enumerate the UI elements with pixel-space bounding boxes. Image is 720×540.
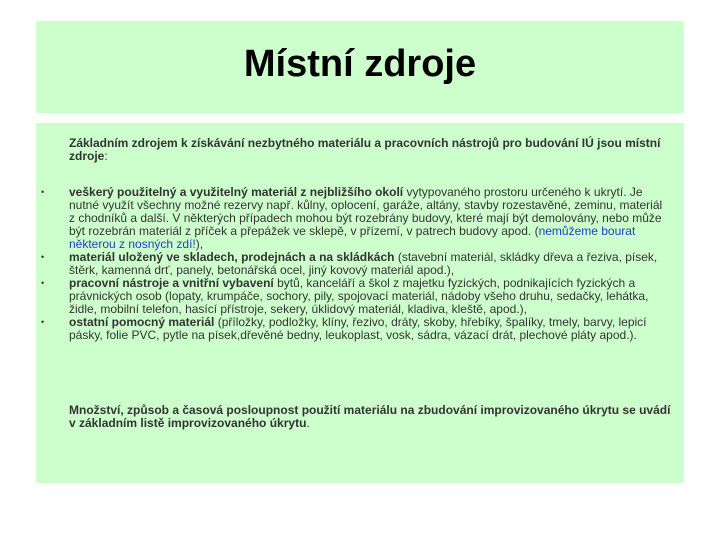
bullet-body-text: vytypovaného prostoru určeného k ukrytí. Je nutné využít všechny možné rezervy např. kůlny, oplocení, garáže, altány, stavby rozestavěné, zeminu, materiál z chodníků a další. V některých případech mohou být rozebrány budovy, které mají být demolovány, nebo může být rozebrán materiál z příček a přepážek ve sklepě, v přízemí, v patrech budovy apod. (	[69, 185, 663, 238]
bullet-body-text: (stavební materiál, skládky dřeva a řeziva, písek, štěrk, kamenná drť, panely, betonářská ocel, jiný kovový materiál apod.),	[69, 250, 658, 277]
title-panel	[36, 21, 684, 113]
bullet-item-stored-material	[36, 251, 671, 277]
bullet-marker: •	[41, 187, 45, 197]
intro-tail-text: :	[104, 149, 108, 163]
bullet-body-text: (příložky, podložky, klíny, řezivo, dráty, skoby, hřebíky, špalíky, tmely, barvy, lepicí pásky, folie PVC, pytle na písek,dřevěné bedny, leukoplast, vosk, sádra, vázací drát, plechové pláty apod.).	[69, 315, 647, 342]
bullet-bold-text: materiál uložený ve skladech, prodejnách a na skládkách	[69, 250, 395, 264]
slide-title: Místní zdroje	[243, 42, 477, 85]
bullet-marker: •	[41, 278, 45, 288]
warning-note-link: nemůžeme bourat některou z nosných zdí!	[69, 224, 636, 251]
bullet-list	[36, 186, 684, 342]
bullet-end-text: ),	[195, 237, 204, 251]
bullet-bold-text: pracovní nástroje a vnitřní vybavení	[69, 276, 274, 290]
bullet-body-text: bytů, kanceláří a škol z majetku fyzických, podnikajících fyzických a právnických osob (lopaty, krumpáče, sochory, pily, spojovací materiál, nádoby všeho druhu, sedačky, lehátka, židle, mobilní telefon, hasící přístroje, sekery, úklidový materiál, kladiva, kleště, apod.),	[69, 276, 649, 316]
outro-bold-text: Množství, způsob a časová posloupnost použití materiálu na zbudování improvizovaného úkrytu se uvádí v základním listě improvizovaného úkrytu	[69, 403, 671, 430]
bullet-item-tools-equipment	[36, 277, 671, 316]
intro-bold-text: Základním zdrojem k získávání nezbytného materiálu a pracovních nástrojů pro budování IÚ jsou místní zdroje	[69, 136, 661, 163]
bullet-bold-text: veškerý použitelný a využitelný materiál z nejbližšího okolí	[69, 185, 404, 199]
outro-tail-text: .	[306, 416, 310, 430]
bullet-marker: •	[41, 252, 45, 262]
content-panel	[36, 123, 684, 483]
bullet-marker: •	[41, 317, 45, 327]
bullet-item-local-surroundings	[36, 186, 671, 251]
outro-paragraph	[69, 404, 671, 430]
bullet-item-auxiliary-material	[36, 316, 671, 342]
bullet-bold-text: ostatní pomocný materiál	[69, 315, 215, 329]
intro-paragraph	[69, 137, 671, 163]
